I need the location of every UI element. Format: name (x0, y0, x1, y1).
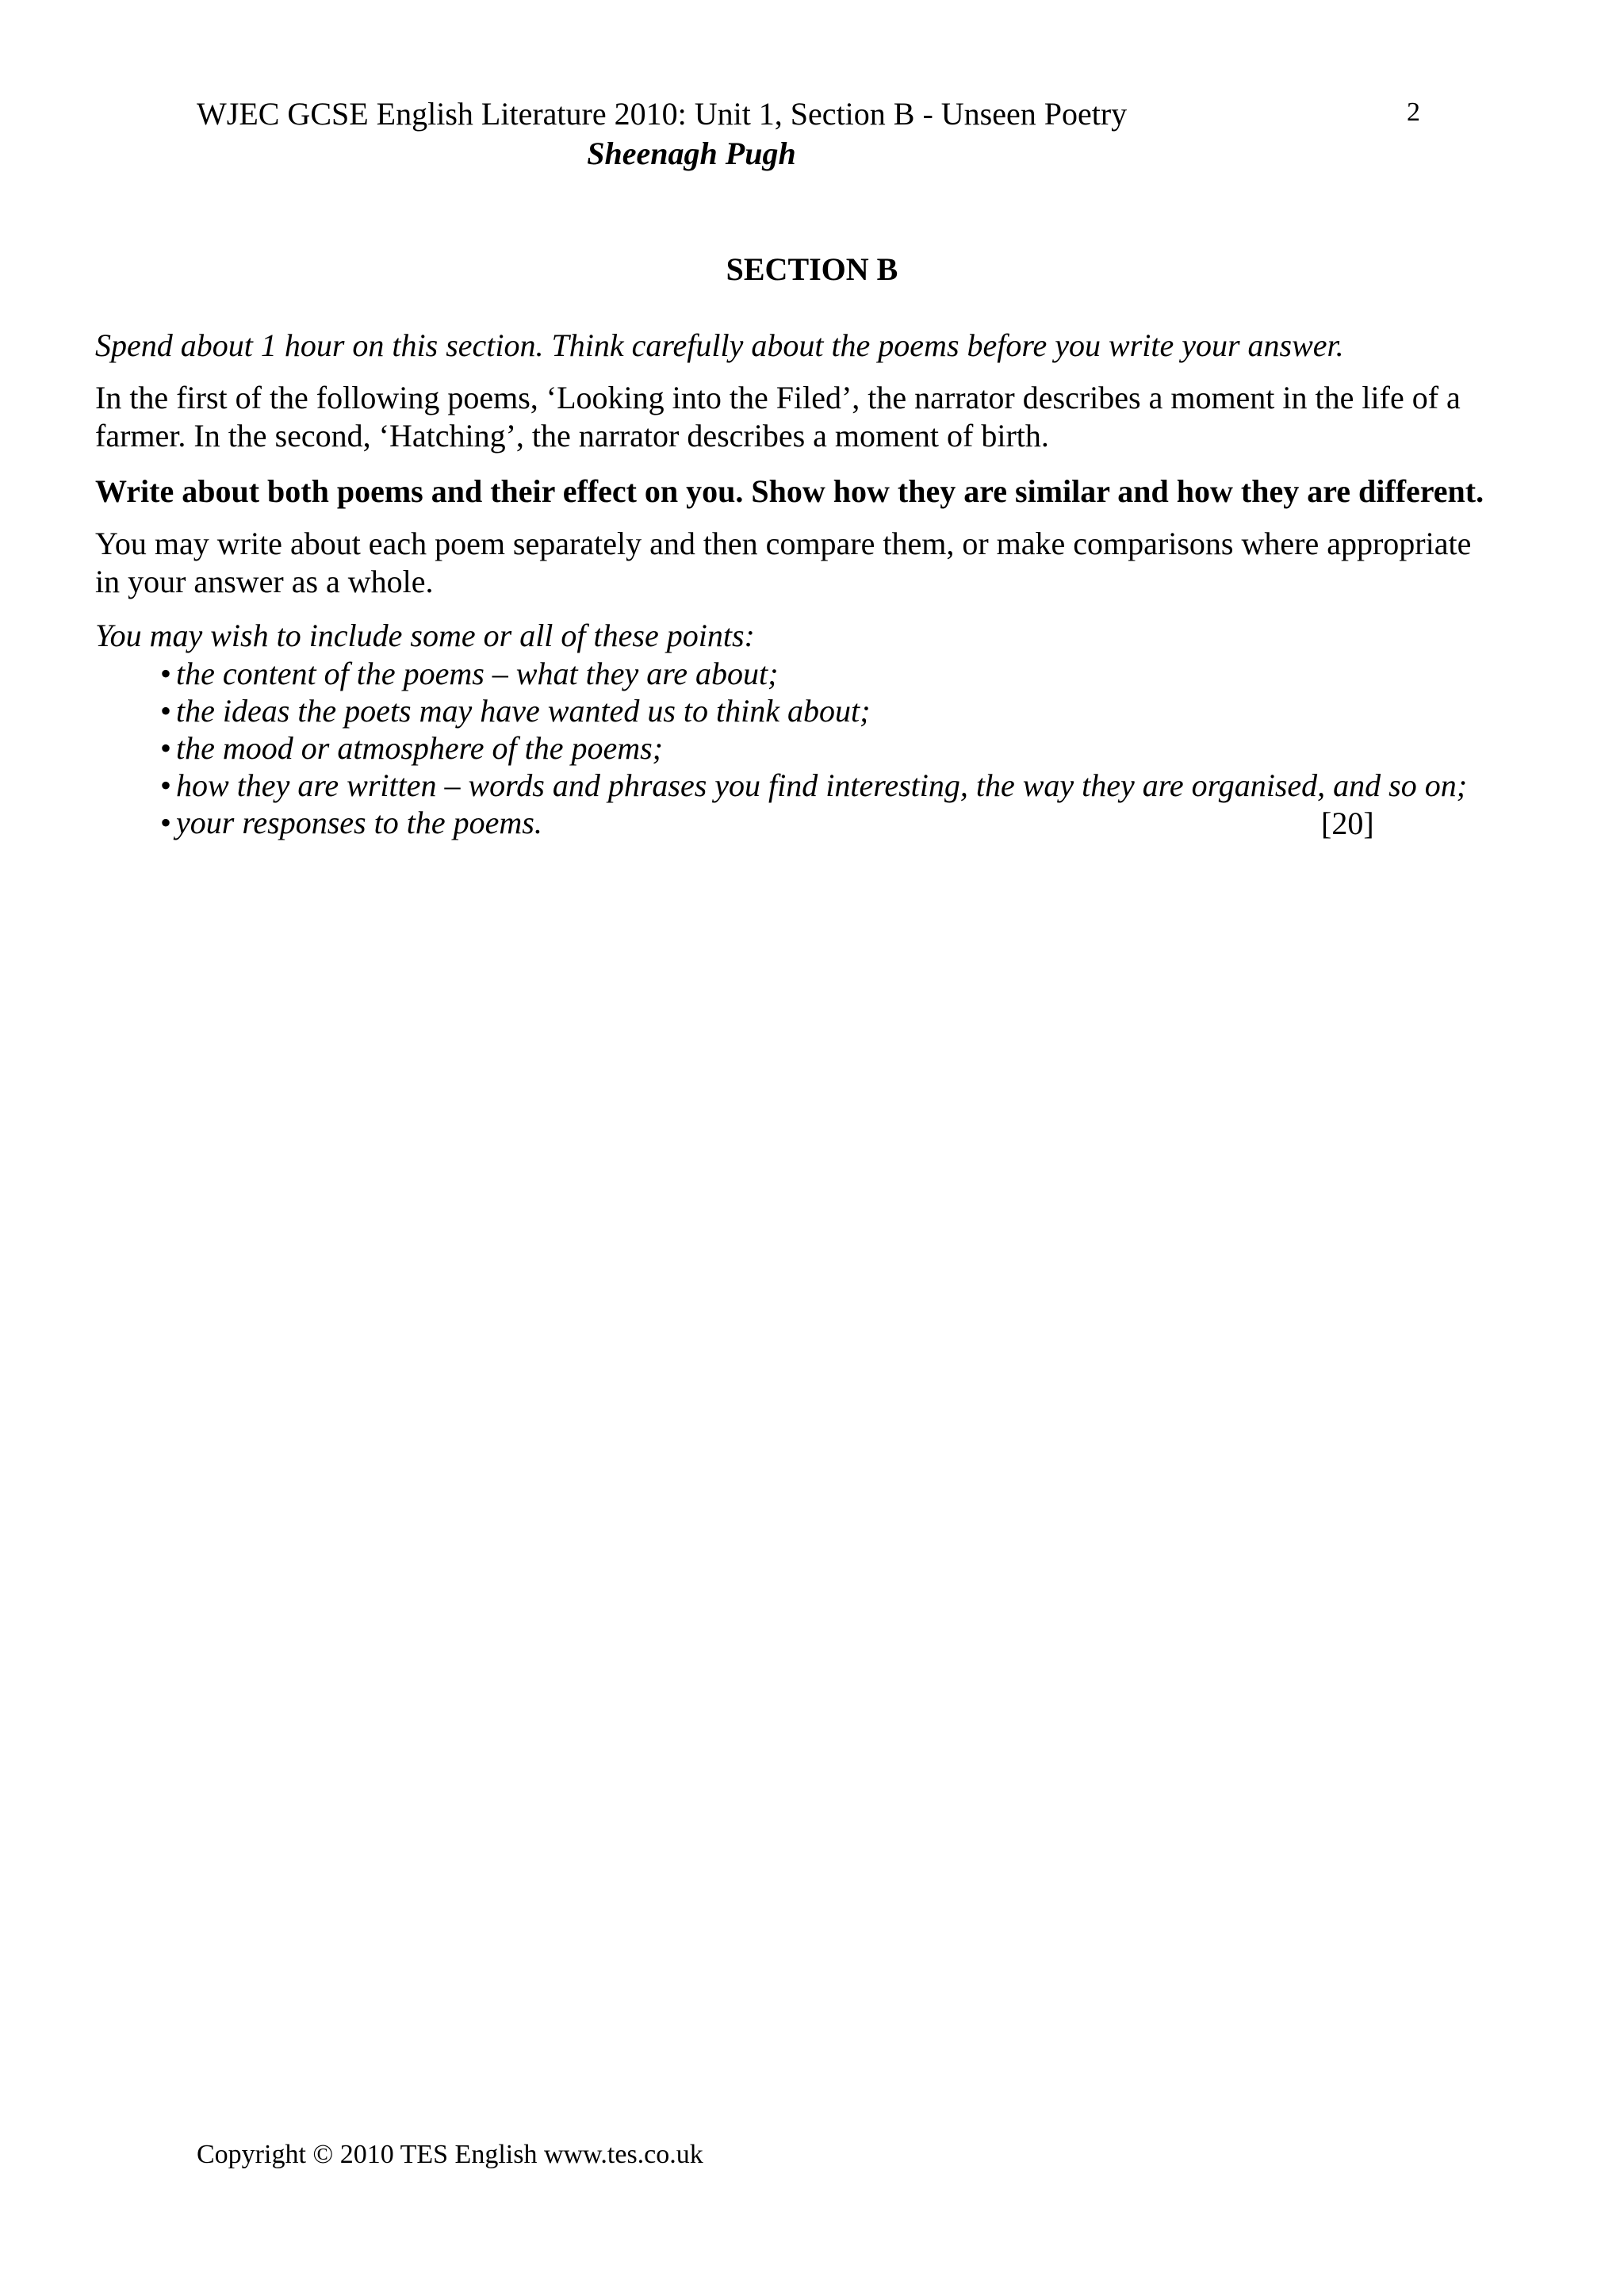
author-name: Sheenagh Pugh (587, 136, 796, 171)
list-item (160, 767, 1540, 804)
approach-paragraph (95, 525, 1538, 601)
list-item-text: the mood or atmosphere of the poems; (176, 730, 663, 766)
task-statement: Write about both poems and their effect on you. Show how they are similar and how they are different. (95, 473, 1484, 509)
intro-paragraph (95, 379, 1538, 455)
bullet-icon: • (160, 693, 172, 729)
bullet-icon: • (160, 767, 172, 803)
bullet-icon: • (160, 805, 172, 840)
approach-line-2: in your answer as a whole. (95, 564, 434, 599)
list-item-text: your responses to the poems. (176, 805, 542, 840)
document-title: WJEC GCSE English Literature 2010: Unit 1, Section B - Unseen Poetry (197, 96, 1128, 132)
section-heading: SECTION B (726, 251, 898, 287)
approach-line-1: You may write about each poem separately and then compare them, or make comparisons where appropriate (95, 526, 1472, 561)
points-intro: You may wish to include some or all of these points: (95, 618, 755, 653)
copyright-footer: Copyright © 2010 TES English www.tes.co.uk (197, 2140, 703, 2169)
page-number: 2 (1407, 98, 1420, 127)
list-item-text: the ideas the poets may have wanted us to think about; (176, 693, 871, 729)
list-item (160, 692, 1540, 729)
list-item (160, 655, 1540, 692)
list-item (160, 729, 1540, 767)
bullet-icon: • (160, 656, 172, 691)
bullet-icon: • (160, 730, 172, 766)
intro-line-2: farmer. In the second, ‘Hatching’, the narrator describes a moment of birth. (95, 418, 1049, 453)
list-item-text: how they are written – words and phrases you find interesting, the way they are organised, and so on; (176, 767, 1468, 803)
list-item-text: the content of the poems – what they are about; (176, 656, 779, 691)
time-instructions: Spend about 1 hour on this section. Think carefully about the poems before you write your answer. (95, 327, 1344, 363)
intro-line-1: In the first of the following poems, ‘Looking into the Filed’, the narrator describes a moment in the life of a (95, 380, 1461, 415)
marks-value: [20] (1321, 806, 1374, 841)
